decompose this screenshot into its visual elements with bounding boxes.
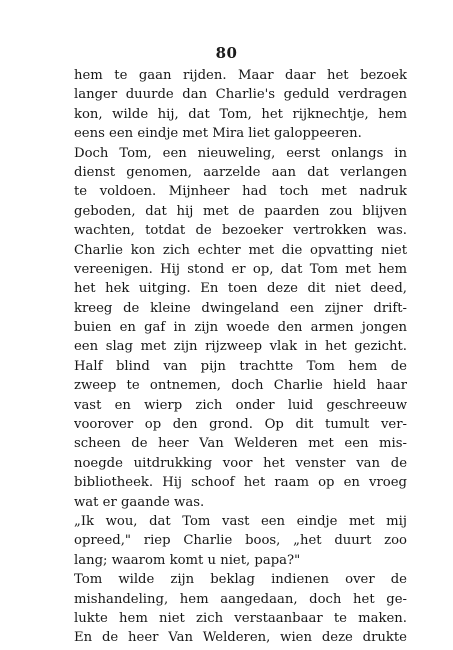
text-line: Charlie kon zich echter met die opvatting niet	[74, 242, 407, 258]
text-line: kon, wilde hij, dat Tom, het rijknechtje, hem	[74, 106, 407, 122]
text-line: een slag met zijn rijzweep vlak in het gezicht.	[74, 339, 407, 355]
text-line: vast en wierp zich onder luid geschreeuw	[74, 397, 407, 413]
text-line: bibliotheek. Hij schoof het raam op en vroeg	[74, 475, 407, 491]
text-line: hem te gaan rijden. Maar daar het bezoek	[74, 68, 407, 83]
text-line: En de heer Van Welderen, wien deze drukte	[74, 630, 407, 646]
text-line: Tom wilde zijn beklag indienen over de	[74, 572, 407, 588]
text-line: lang; waarom komt u niet, papa?"	[74, 552, 301, 568]
body-text	[74, 66, 407, 648]
text-line: dienst genomen, aarzelde aan dat verlangen	[74, 164, 407, 180]
text-line: wachten, totdat de bezoeker vertrokken was.	[74, 223, 407, 239]
text-line: te voldoen. Mijnheer had toch met nadruk	[74, 184, 407, 200]
text-line: lukte hem niet zich verstaanbaar te maken.	[74, 610, 407, 626]
text-line: „Ik wou, dat Tom vast een eindje met mij	[74, 513, 407, 529]
text-line: noegde uitdrukking voor het venster van de	[74, 455, 407, 471]
text-line: geboden, dat hij met de paarden zou blijven	[74, 203, 407, 219]
page-number: 80	[215, 44, 238, 62]
text-line: voorover op den grond. Op dit tumult ver-	[74, 417, 407, 433]
text-line: vereenigen. Hij stond er op, dat Tom met hem	[74, 261, 407, 277]
text-line: mishandeling, hem aangedaan, doch het ge-	[74, 591, 407, 607]
text-line: eens een eindje met Mira liet galoppeeren.	[74, 126, 362, 142]
text-line: kreeg de kleine dwingeland een zijner drift-	[74, 300, 407, 316]
text-line: langer duurde dan Charlie's geduld verdragen	[74, 87, 407, 103]
text-line: zweep te ontnemen, doch Charlie hield haar	[74, 378, 407, 394]
text-line: opreed," riep Charlie boos, „het duurt zoo	[74, 533, 407, 549]
text-line: het hek uitging. En toen deze dit niet deed,	[74, 281, 407, 297]
text-line: Doch Tom, een nieuweling, eerst onlangs in	[74, 145, 407, 161]
text-line: wat er gaande was.	[74, 494, 205, 510]
text-line: scheen de heer Van Welderen met een mis-	[74, 436, 407, 452]
text-line: Half blind van pijn trachtte Tom hem de	[74, 358, 407, 374]
text-line: buien en gaf in zijn woede den armen jongen	[74, 320, 407, 336]
